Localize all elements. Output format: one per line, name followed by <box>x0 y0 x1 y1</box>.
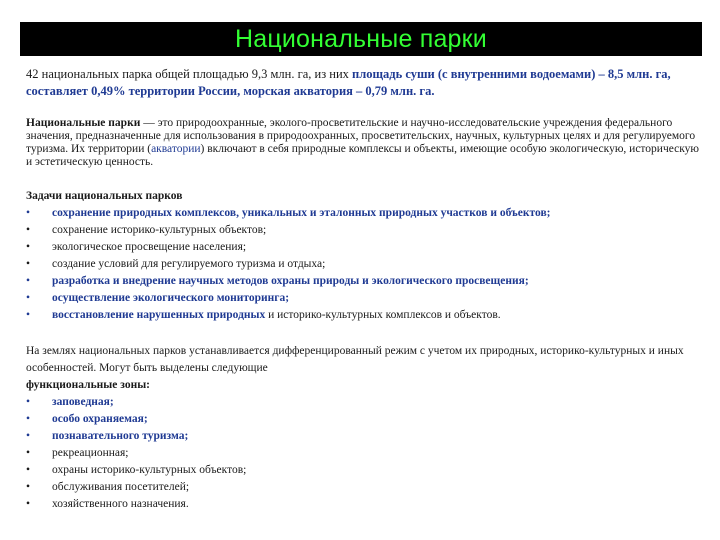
list-item-text: обслуживания посетителей; <box>52 481 190 493</box>
list-item <box>26 273 702 290</box>
list-item-text: особо охраняемая; <box>52 413 148 425</box>
bullet-icon: • <box>26 309 31 321</box>
definition-body-1: — это природоохранные, эколого-просветительские и научно-исследовательские учреждения федерального значения, предназначенные для использования в природоохранных, просветительских, научных, культурных целях и для регулируемого туризма. Их территории ( <box>26 117 696 155</box>
intro-paragraph <box>26 66 702 100</box>
bullet-icon: • <box>26 207 31 219</box>
bullet-icon: • <box>26 498 31 510</box>
bullet-icon: • <box>26 275 31 287</box>
zones-heading: функциональные зоны: <box>26 379 151 391</box>
bullet-icon: • <box>26 224 31 236</box>
list-item <box>26 205 702 222</box>
list-item-text <box>52 307 501 324</box>
list-item <box>26 394 702 411</box>
list-item-text: разработка и внедрение научных методов охраны природы и экологического просвещения; <box>52 275 529 287</box>
bullet-icon: • <box>26 241 31 253</box>
zones-list <box>26 394 702 513</box>
bullet-icon: • <box>26 413 31 425</box>
bullet-icon: • <box>26 258 31 270</box>
list-item <box>26 256 702 273</box>
definition-body-2: ) включают в себя природные комплексы и объекты, имеющие особую экологическую, историческую и эстетическую ценность. <box>26 143 700 168</box>
list-item-rest: и историко-культурных комплексов и объектов. <box>265 309 501 321</box>
list-item-text: осуществление экологического мониторинга; <box>52 292 290 304</box>
tasks-heading: Задачи национальных парков <box>26 190 183 202</box>
list-item <box>26 239 702 256</box>
slide-content <box>26 66 702 513</box>
list-item-text: сохранение историко-культурных объектов; <box>52 224 267 236</box>
bullet-icon: • <box>26 481 31 493</box>
list-item <box>26 428 702 445</box>
list-item <box>26 445 702 462</box>
list-item-text: хозяйственного назначения. <box>52 498 189 510</box>
bullet-icon: • <box>26 292 31 304</box>
list-item <box>26 462 702 479</box>
list-item-text: сохранение природных комплексов, уникальных и эталонных природных участков и объектов; <box>52 207 551 219</box>
title-bar <box>20 22 702 56</box>
intro-highlight: площадь суши (с внутренними водоемами) – 8,5 млн. га, составляет 0,49% территории России, морская акватория – 0,79 млн. га. <box>26 67 671 98</box>
bullet-icon: • <box>26 396 31 408</box>
definition-block <box>26 117 702 169</box>
intro-text: 42 национальных парка общей площадью 9,3 млн. га, из них <box>26 67 353 81</box>
list-item-text: экологическое просвещение населения; <box>52 241 247 253</box>
list-item-text: заповедная; <box>52 396 114 408</box>
definition-term: Национальные парки <box>26 117 141 129</box>
list-item-text: создание условий для регулируемого туризма и отдыха; <box>52 258 326 270</box>
zones-intro: На землях национальных парков устанавливается дифференцированный режим с учетом их природных, историко-культурных и иных особенностей. Могут быть выделены следующие <box>26 345 684 374</box>
list-item-text: охраны историко-культурных объектов; <box>52 464 247 476</box>
page-title: Национальные парки <box>235 24 487 53</box>
bullet-icon: • <box>26 430 31 442</box>
zones-section <box>26 343 702 513</box>
list-item <box>26 307 702 324</box>
definition-link: акватории <box>151 143 201 155</box>
tasks-list <box>26 205 702 324</box>
list-item-highlight: восстановление нарушенных природных <box>52 309 266 321</box>
list-item-text: познавательного туризма; <box>52 430 189 442</box>
definition-paragraph <box>26 117 702 169</box>
list-item <box>26 479 702 496</box>
list-item <box>26 411 702 428</box>
bullet-icon: • <box>26 464 31 476</box>
bullet-icon: • <box>26 447 31 459</box>
tasks-section <box>26 188 702 324</box>
list-item-text: рекреационная; <box>52 447 129 459</box>
list-item <box>26 222 702 239</box>
list-item <box>26 290 702 307</box>
list-item <box>26 496 702 513</box>
